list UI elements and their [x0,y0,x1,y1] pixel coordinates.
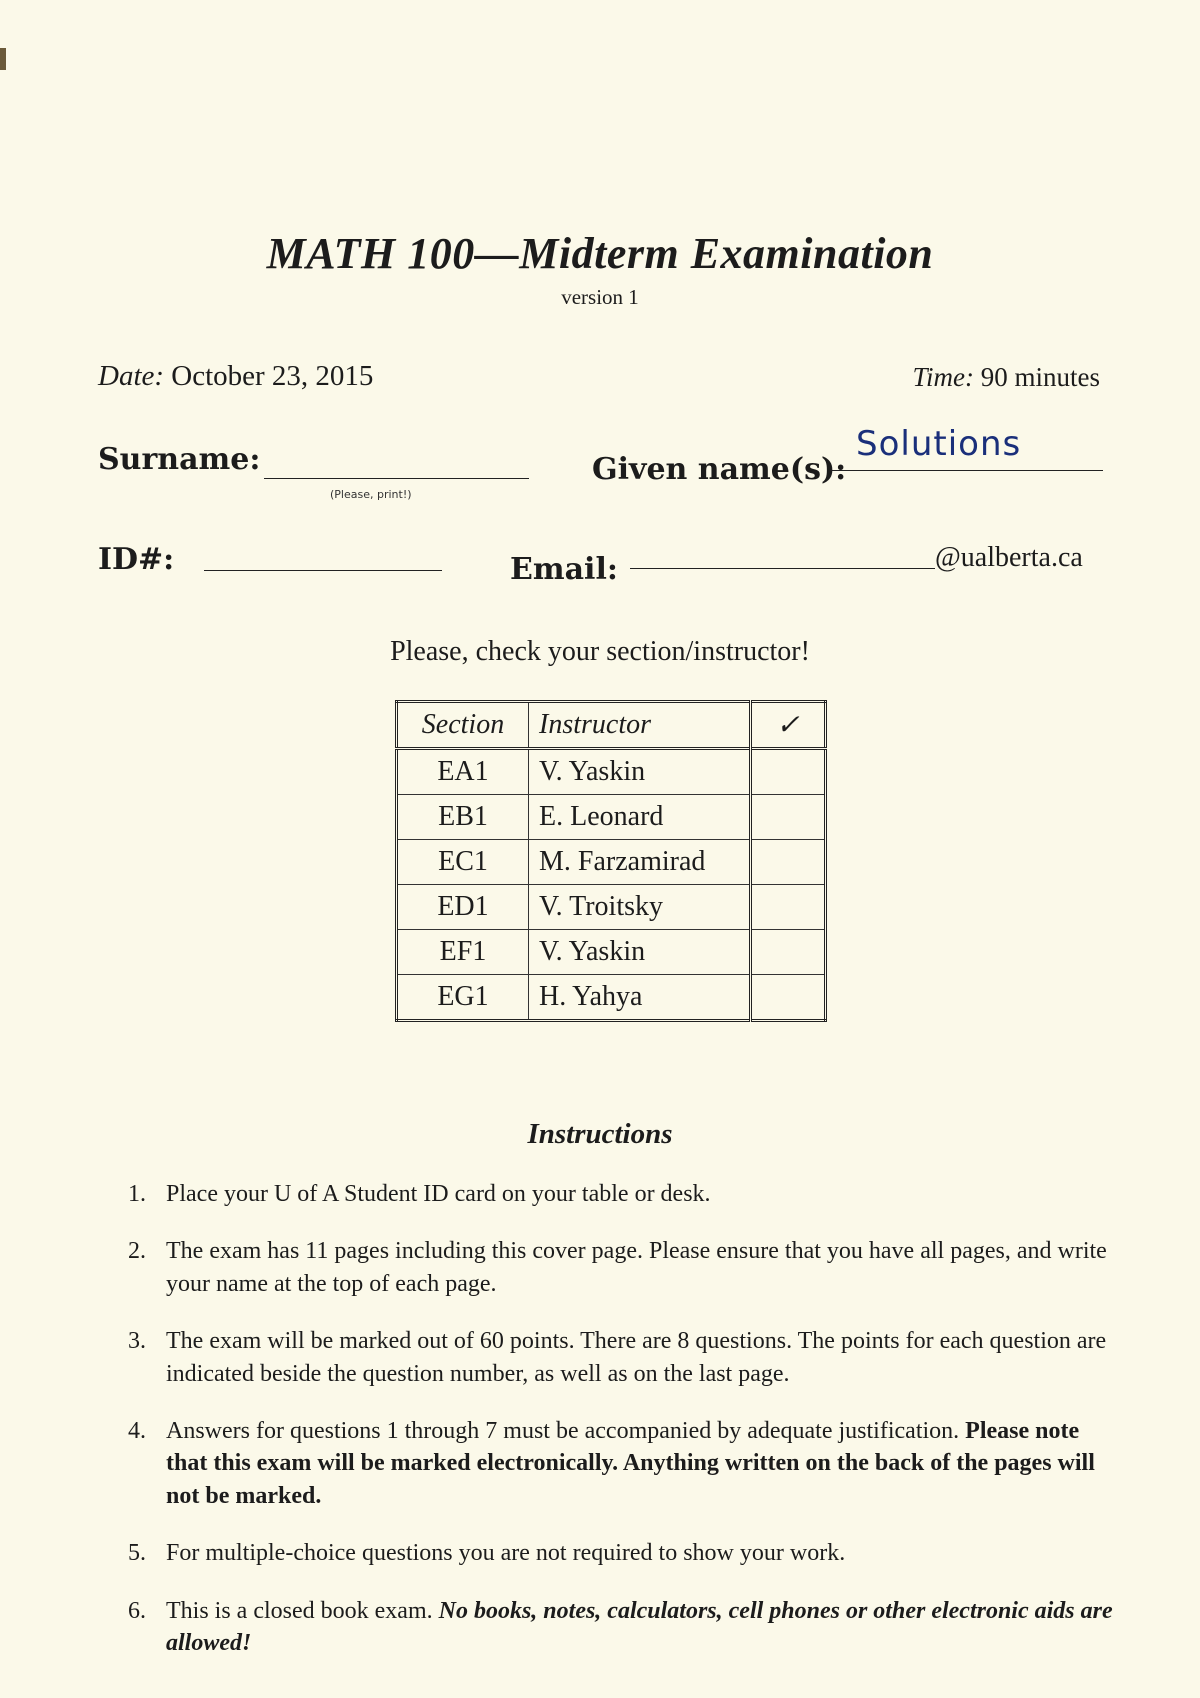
instructions-title: Instructions [527,1118,673,1150]
print-note: (Please, print!) [330,488,412,501]
list-item [128,1325,1118,1390]
surname-field[interactable] [264,478,529,479]
section-code: EF1 [397,930,529,975]
date-label: Date: [98,360,165,392]
email-domain: @ualberta.ca [935,542,1083,573]
section-code: EB1 [397,795,529,840]
given-name-label: Given name(s): [592,452,847,487]
item-text: The exam will be marked out of 60 points. There are 8 questions. The points for each question are indicated beside the question number, as well as on the last page. [166,1328,1107,1387]
header-instructor: Instructor [529,702,751,749]
check-box[interactable] [751,975,826,1021]
item-bold-text: Please note that this exam will be marked electronically. Anything written on the back of the pages will not be marked. [166,1417,1095,1509]
section-table [395,700,827,1022]
exam-time [912,362,1100,393]
scan-mark [0,48,6,70]
instructor-name: V. Yaskin [529,930,751,975]
table-row [397,930,826,975]
section-table-header [397,702,826,749]
item-number: 1. [128,1181,146,1207]
table-row [397,840,826,885]
list-item [128,1537,1118,1569]
list-item [128,1595,1118,1660]
surname-label: Surname: [98,442,261,477]
section-code: EC1 [397,840,529,885]
check-box[interactable] [751,840,826,885]
email-field[interactable] [630,568,935,569]
id-field[interactable] [204,570,442,571]
instructor-name: V. Yaskin [529,749,751,795]
exam-version: version 1 [561,285,639,309]
list-item [128,1178,1118,1210]
table-row [397,795,826,840]
instructor-name: M. Farzamirad [529,840,751,885]
table-row [397,975,826,1021]
table-row [397,885,826,930]
exam-title: MATH 100—Midterm Examination [266,229,934,278]
given-name-handwritten: Solutions [856,424,1022,464]
instructions-list [128,1178,1118,1684]
instructor-name: V. Troitsky [529,885,751,930]
list-item [128,1415,1118,1512]
item-bold-italic-text: No books, notes, calculators, cell phones or other electronic aids are allowed! [166,1597,1113,1656]
section-code: EA1 [397,749,529,795]
section-code: EG1 [397,975,529,1021]
instructor-name: H. Yahya [529,975,751,1021]
item-text: Place your U of A Student ID card on your table or desk. [166,1181,711,1207]
date-value: October 23, 2015 [171,360,374,392]
given-name-field[interactable] [830,470,1103,471]
time-value: 90 minutes [980,362,1100,392]
exam-date [98,360,373,393]
header-check: ✓ [751,702,826,749]
item-number: 5. [128,1540,146,1567]
check-box[interactable] [751,885,826,930]
item-text: Answers for questions 1 through 7 must be accompanied by adequate justification. [166,1417,960,1444]
section-code: ED1 [397,885,529,930]
email-label: Email: [510,552,618,587]
list-item [128,1235,1118,1300]
item-text: The exam has 11 pages including this cover page. Please ensure that you have all pages, and write your name at the top of each page. [166,1238,1107,1297]
item-number: 3. [128,1328,146,1355]
section-prompt: Please, check your section/instructor! [390,636,810,667]
check-box[interactable] [751,749,826,795]
item-text: For multiple-choice questions you are not required to show your work. [166,1540,846,1567]
item-text: This is a closed book exam. [166,1597,433,1624]
time-label: Time: [912,362,974,392]
check-box[interactable] [751,795,826,840]
item-number: 6. [128,1597,146,1624]
id-label: ID#: [98,542,175,577]
check-box[interactable] [751,930,826,975]
header-section: Section [397,702,529,749]
item-number: 4. [128,1417,146,1444]
item-number: 2. [128,1238,146,1265]
table-row [397,749,826,795]
instructor-name: E. Leonard [529,795,751,840]
